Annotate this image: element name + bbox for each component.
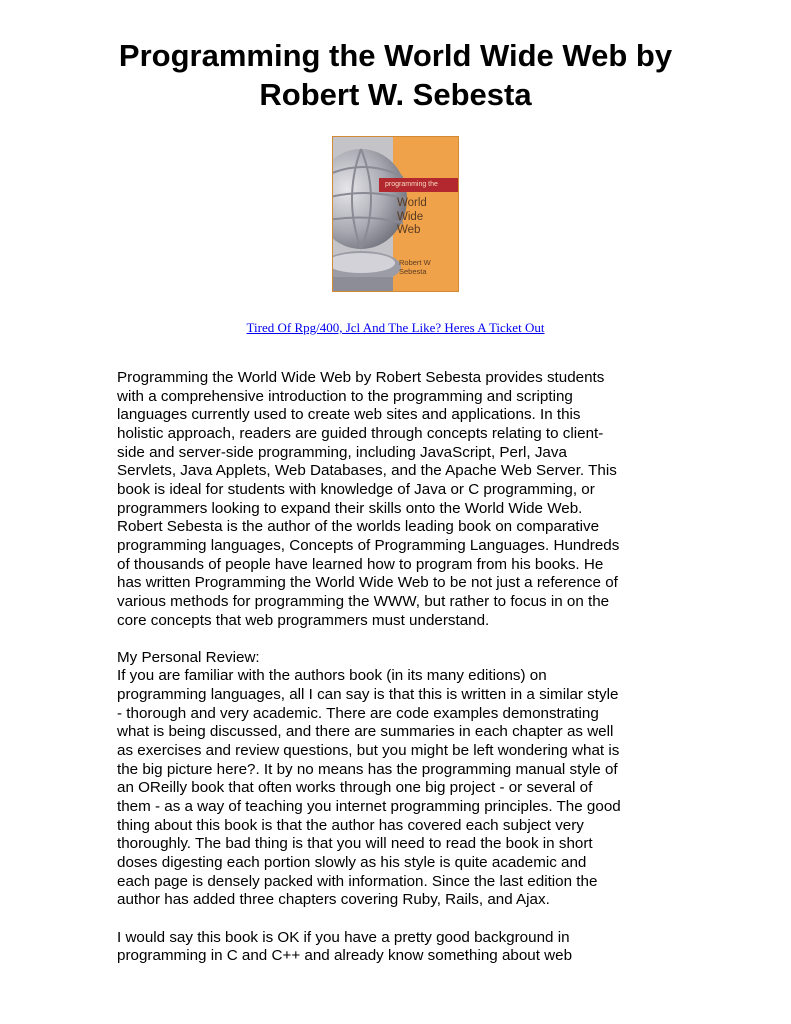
cover-author [399, 258, 431, 276]
page-title-line-2: Robert W. Sebesta [259, 77, 532, 112]
cover-band-label: programming the [379, 178, 459, 192]
text-line: each page is densely packed with information. Since the last edition the [117, 872, 598, 890]
book-cover-image [332, 136, 459, 292]
text-line: author has added three chapters covering Ruby, Rails, and Ajax. [117, 891, 550, 909]
text-line: programmers looking to expand their skills onto the World Wide Web. [117, 499, 583, 517]
text-line: what is being discussed, and there are summaries in each chapter as well [117, 723, 614, 741]
paragraph-gap [117, 630, 687, 649]
text-line: doses digesting each portion slowly as his style is quite academic and [117, 854, 587, 872]
text-line: has written Programming the World Wide Web to be not just a reference of [117, 574, 618, 592]
link-container [0, 320, 791, 336]
text-line: Servlets, Java Applets, Web Databases, and the Apache Web Server. This [117, 462, 617, 480]
text-line: I would say this book is OK if you have a pretty good background in [117, 928, 570, 946]
text-line: languages currently used to create web sites and applications. In this [117, 406, 581, 424]
text-line: of thousands of people have learned how to program from his books. He [117, 555, 604, 573]
text-line: as exercises and review questions, but you might be left wondering what is [117, 742, 620, 760]
text-line: Robert Sebesta is the author of the worlds leading book on comparative [117, 518, 600, 536]
text-line: thing about this book is that the author has covered each subject very [117, 816, 584, 834]
text-line: the big picture here?. It by no means has the programming manual style of [117, 760, 618, 778]
text-line: programming languages, Concepts of Programming Languages. Hundreds [117, 536, 620, 554]
text-line: various methods for programming the WWW, but rather to focus in on the [117, 592, 610, 610]
paragraph-gap [117, 910, 687, 929]
text-line: holistic approach, readers are guided through concepts relating to client- [117, 424, 604, 442]
paragraph-review [117, 649, 687, 910]
page-title-line-1: Programming the World Wide Web by [118, 38, 673, 73]
cover-title-line: Web [397, 224, 421, 236]
page-title [0, 36, 791, 114]
text-line: an OReilly book that often works through one big project - or several of [117, 779, 593, 797]
text-line: programming languages, all I can say is that this is written in a similar style [117, 686, 619, 704]
paragraph-description [117, 369, 687, 630]
text-line: them - as a way of teaching you internet programming principles. The good [117, 798, 621, 816]
promo-link[interactable]: Tired Of Rpg/400, Jcl And The Like? Heres A Ticket Out [246, 320, 545, 335]
text-line: programming in C and C++ and already know something about web [117, 947, 573, 965]
text-line: side and server-side programming, including JavaScript, Perl, Java [117, 443, 567, 461]
article-body [117, 369, 687, 966]
text-line: - thorough and very academic. There are code examples demonstrating [117, 704, 599, 722]
cover-author-line: Robert W [399, 258, 431, 267]
text-line: book is ideal for students with knowledge of Java or C programming, or [117, 480, 595, 498]
cover-title-line: World [397, 197, 427, 209]
text-line: with a comprehensive introduction to the programming and scripting [117, 387, 573, 405]
cover-title [397, 197, 457, 238]
paragraph-conclusion [117, 929, 687, 966]
text-line: Programming the World Wide Web by Robert Sebesta provides students [117, 369, 605, 386]
text-line: My Personal Review: [117, 648, 260, 666]
text-line: core concepts that web programmers must understand. [117, 611, 490, 629]
cover-author-line: Sebesta [399, 267, 427, 276]
text-line: If you are familiar with the authors book (in its many editions) on [117, 667, 547, 685]
cover-title-line: Wide [397, 210, 424, 223]
text-line: thoroughly. The bad thing is that you will need to read the book in short [117, 835, 593, 853]
